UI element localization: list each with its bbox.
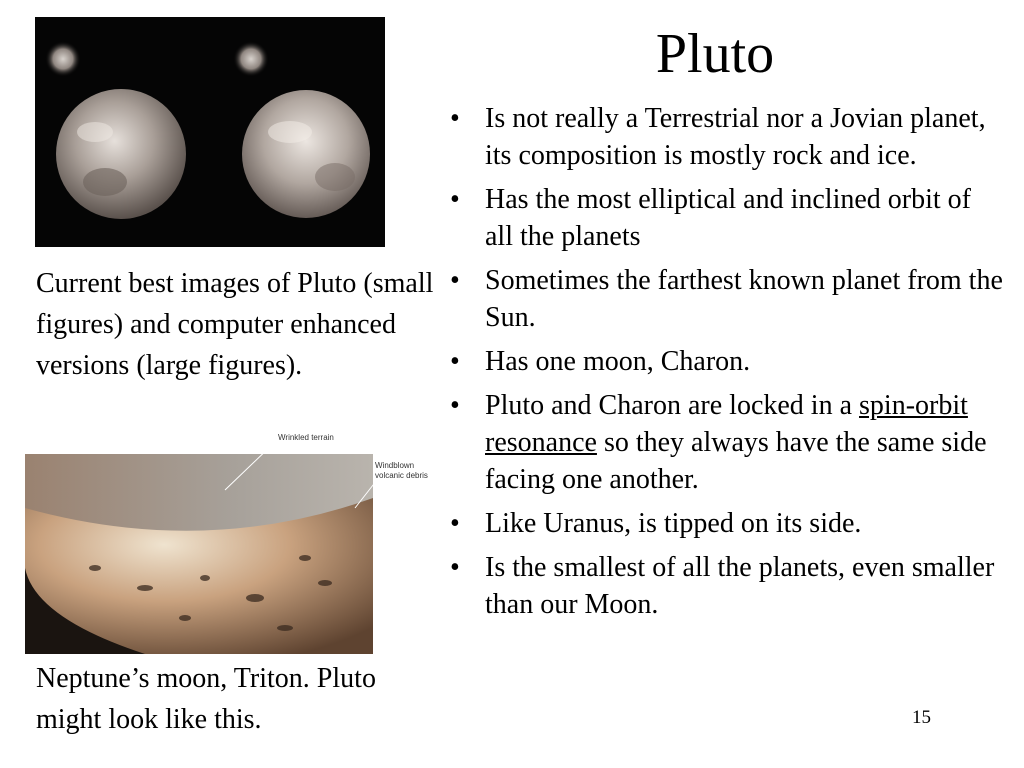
bullet-item [444,100,1004,174]
bullet-item [444,343,1004,380]
bullet-item [444,181,1004,255]
label-volcanic-debris: volcanic debris [375,471,428,480]
bullet-item [444,262,1004,336]
pluto-images-caption: Current best images of Pluto (small figures) and computer enhanced versions (large figures). [36,268,434,381]
spin-orbit-resonance-link[interactable]: spin-orbit resonance [485,390,968,458]
pluto-small-right [233,41,269,77]
bullet-text-pre: Pluto and Charon are locked in a [485,390,860,421]
bullet-glyph: • [450,390,460,421]
pluto-large-right [242,90,370,218]
bullet-text: Sometimes the farthest known planet from the Sun. [485,265,1003,333]
triton-image [25,428,435,654]
bullet-list [444,100,1004,630]
bullet-text: Is the smallest of all the planets, even smaller than our Moon. [485,552,995,620]
page-number: 15 [912,707,931,728]
slide-title: Pluto [655,23,775,85]
bullet-text: Is not really a Terrestrial nor a Jovian planet, its composition is mostly rock and ice. [485,103,986,171]
pluto-large-left [56,89,186,219]
label-windblown: Windblown [375,461,415,470]
bullet-item [444,505,1004,542]
pluto-images [35,17,385,247]
bullet-glyph: • [450,103,460,134]
pluto-small-left [45,41,81,77]
bullet-glyph: • [450,346,460,377]
bullet-glyph: • [450,508,460,539]
bullet-glyph: • [450,552,460,583]
bullet-glyph: • [450,265,460,296]
bullet-item [444,387,1004,498]
bullet-glyph: • [450,184,460,215]
bullet-text-post: so they always have the same side facing one another. [485,427,987,495]
bullet-item [444,549,1004,623]
bullet-text: Has one moon, Charon. [485,346,751,377]
triton-caption: Neptune’s moon, Triton. Pluto might look like this. [36,663,376,735]
label-wrinkled-terrain: Wrinkled terrain [278,433,334,442]
bullet-text: Like Uranus, is tipped on its side. [485,508,862,539]
bullet-text: Has the most elliptical and inclined orbit of all the planets [485,184,971,252]
